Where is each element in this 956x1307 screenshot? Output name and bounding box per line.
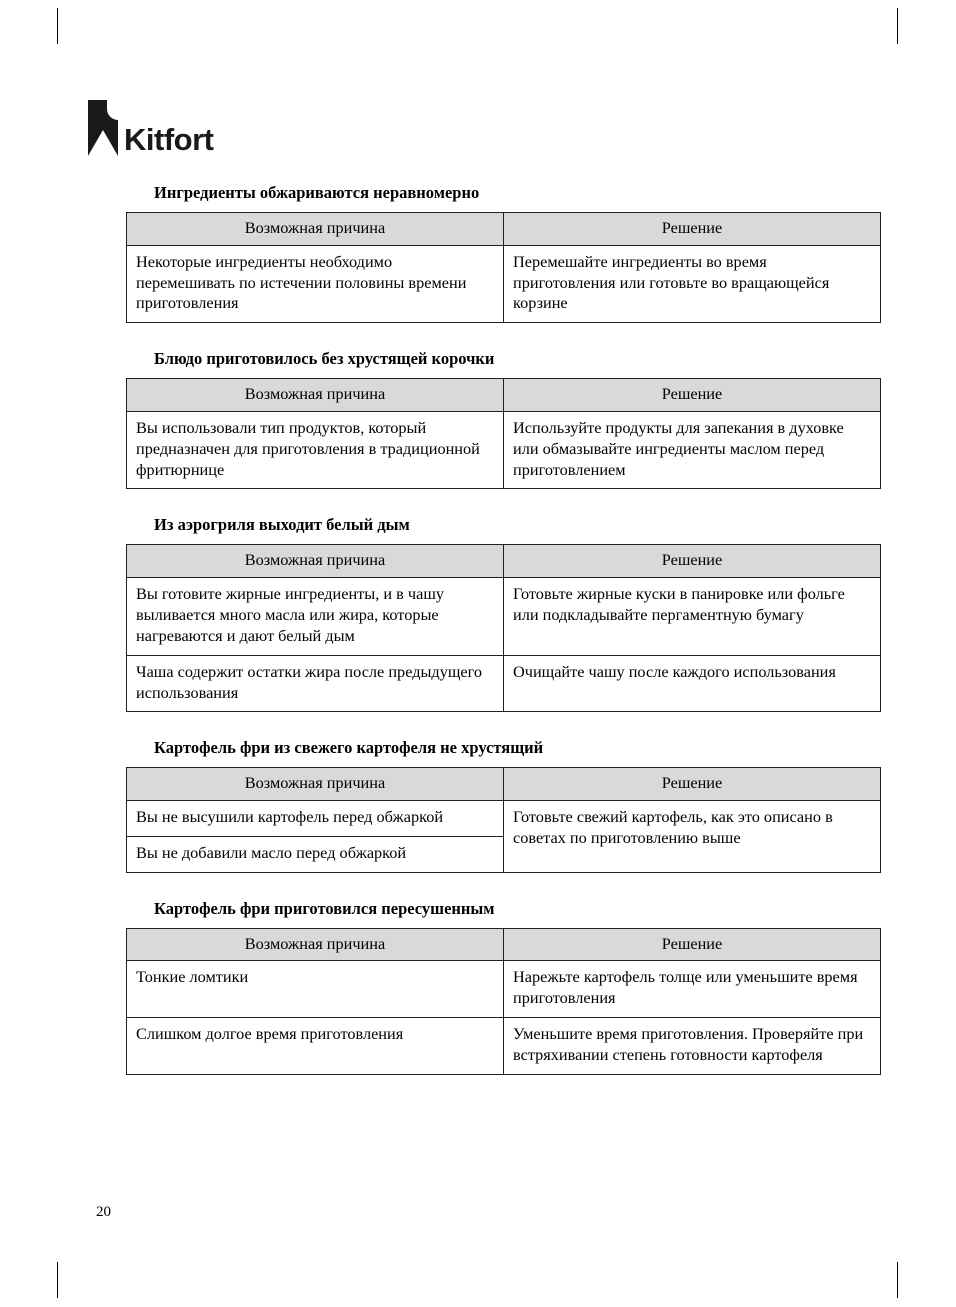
page-number: 20 [96,1204,111,1220]
section-no-crust [126,349,842,489]
cell-cause: Вы не высушили картофель перед обжаркой [127,801,504,837]
column-header-solution: Решение [504,212,881,245]
cell-cause: Вы не добавили масло перед обжаркой [127,836,504,872]
section-fries-overdried [126,898,864,1075]
table-header-row [127,379,881,412]
column-header-cause: Возможная причина [127,545,504,578]
cell-cause: Чаша содержит остатки жира после предыдущего использования [127,655,504,712]
section-title: Блюдо приготовилось без хрустящей корочки [154,349,495,369]
troubleshooting-table [126,544,881,712]
table-row [127,801,881,837]
cell-solution: Нарежьте картофель толще или уменьшите время приготовления [504,961,881,1018]
table-header-row [127,212,881,245]
section-title: Ингредиенты обжариваются неравномерно [154,183,480,202]
section-white-smoke [126,515,845,712]
column-header-cause: Возможная причина [127,928,504,961]
section-title: Картофель фри из свежего картофеля не хрустящий [154,738,544,758]
cell-solution: Готовьте жирные куски в панировке или фольге или подкладывайте пергаментную бумагу [504,578,881,656]
section-fresh-fries-not-crispy [126,738,842,872]
table-row [127,961,881,1018]
section-title: Из аэрогриля выходит белый дым [154,515,410,535]
table-row [127,1018,881,1075]
column-header-solution: Решение [504,768,881,801]
table-row [127,245,881,323]
cell-cause: Вы готовите жирные ингредиенты, и в чашу выливается много масла или жира, которые нагреваются и дают белый дым [127,578,504,656]
table-row [127,411,881,489]
table-row [127,655,881,712]
brand-name: Kitfort [124,121,214,157]
cell-solution: Очищайте чашу после каждого использования [504,655,881,712]
cell-cause: Некоторые ингредиенты необходимо перемешивать по истечении половины времени приготовления [127,245,504,323]
cell-solution: Перемешайте ингредиенты во время приготовления или готовьте во вращающейся корзине [504,245,881,323]
cell-cause: Вы использовали тип продуктов, который предназначен для приготовления в традиционной фритюрнице [127,411,504,489]
brand-logo [88,100,213,156]
kitfort-logo-icon [88,100,118,156]
cell-cause: Тонкие ломтики [127,961,504,1018]
column-header-solution: Решение [504,545,881,578]
column-header-cause: Возможная причина [127,212,504,245]
troubleshooting-table [126,928,881,1075]
table-header-row [127,768,881,801]
cell-solution: Готовьте свежий картофель, как это описано в советах по приготовлению выше [504,801,881,873]
cell-cause: Слишком долгое время приготовления [127,1018,504,1075]
troubleshooting-table [126,212,881,323]
table-header-row [127,928,881,961]
cell-solution: Уменьшите время приготовления. Проверяйте при встряхивании степень готовности картофеля [504,1018,881,1075]
section-uneven-frying [126,183,842,323]
cell-solution: Используйте продукты для запекания в духовке или обмазывайте ингредиенты маслом перед приготовлением [504,411,881,489]
troubleshooting-sections [126,183,864,1101]
column-header-cause: Возможная причина [127,768,504,801]
troubleshooting-table [126,767,881,873]
troubleshooting-table [126,378,881,489]
table-row [127,578,881,656]
column-header-cause: Возможная причина [127,379,504,412]
column-header-solution: Решение [504,379,881,412]
section-title: Картофель фри приготовился пересушенным [154,898,495,918]
table-header-row [127,545,881,578]
column-header-solution: Решение [504,928,881,961]
